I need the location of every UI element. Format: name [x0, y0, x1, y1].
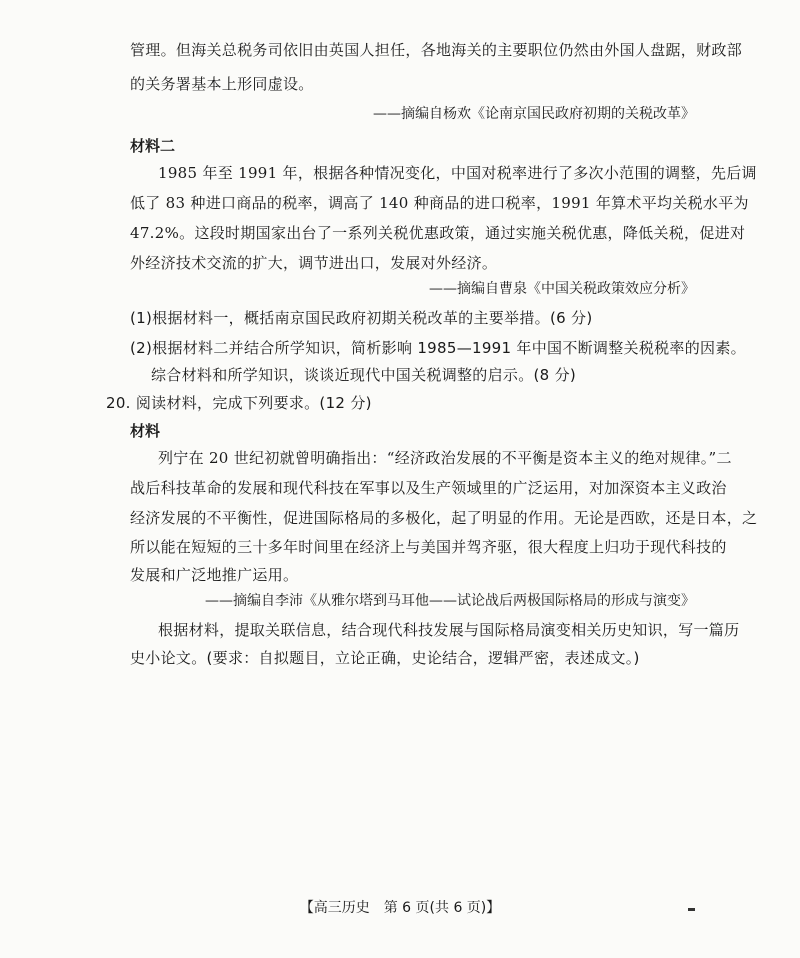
intro-source: ——摘编自杨欢《论南京国民政府初期的关税改革》	[373, 106, 695, 122]
material2-line-1: 1985 年至 1991 年，根据各种情况变化，中国对税率进行了多次小范围的调整，先后调	[158, 164, 757, 182]
question-20-task-1: 根据材料，提取关联信息，结合现代科技发展与国际格局演变相关历史知识，写一篇历	[158, 621, 740, 639]
question-19-1: (1)根据材料一，概括南京国民政府初期关税改革的主要举措。(6 分)	[130, 309, 593, 327]
question-20-line-5: 发展和广泛地推广运用。	[130, 566, 299, 584]
question-20-line-4: 所以能在短短的三十多年时间里在经济上与美国并驾齐驱，很大程度上归功于现代科技的	[130, 538, 727, 556]
material2-source: ——摘编自曹泉《中国关税政策效应分析》	[429, 281, 695, 297]
question-20-task-2: 史小论文。(要求：自拟题目，立论正确，史论结合，逻辑严密，表述成文。)	[130, 649, 640, 667]
intro-line-2: 的关务署基本上形同虚设。	[130, 75, 314, 93]
question-20-line-2: 战后科技革命的发展和现代科技在军事以及生产领域里的广泛运用，对加深资本主义政治	[130, 479, 727, 497]
question-20-line-1: 列宁在 20 世纪初就曾明确指出：“经济政治发展的不平衡是资本主义的绝对规律。”二	[158, 449, 732, 467]
question-20-line-3: 经济发展的不平衡性，促进国际格局的多极化，起了明显的作用。无论是西欧，还是日本，之	[130, 509, 758, 527]
question-20-material-heading: 材料	[130, 422, 161, 440]
page-footer: 【高三历史 第 6 页(共 6 页)】	[299, 900, 501, 916]
question-19-2b: 综合材料和所学知识，谈谈近现代中国关税调整的启示。(8 分)	[151, 366, 577, 384]
material2-line-4: 外经济技术交流的扩大，调节进出口，发展对外经济。	[130, 254, 498, 272]
question-20-source: ——摘编自李沛《从雅尔塔到马耳他——试论战后两极国际格局的形成与演变》	[205, 593, 695, 609]
material2-line-3: 47.2%。这段时期国家出台了一系列关税优惠政策，通过实施关税优惠，降低关税，促进对	[130, 224, 746, 242]
question-20-title: 20. 阅读材料，完成下列要求。(12 分)	[106, 394, 372, 412]
scan-mark	[688, 908, 695, 911]
intro-line-1: 管理。但海关总税务司依旧由英国人担任，各地海关的主要职位仍然由外国人盘踞，财政部	[130, 41, 743, 59]
material2-heading: 材料二	[130, 137, 176, 155]
material2-line-2: 低了 83 种进口商品的税率，调高了 140 种商品的进口税率，1991 年算术平均关税水平为	[130, 194, 749, 212]
question-19-2: (2)根据材料二并结合所学知识，简析影响 1985—1991 年中国不断调整关税税率的因素。	[130, 339, 746, 357]
